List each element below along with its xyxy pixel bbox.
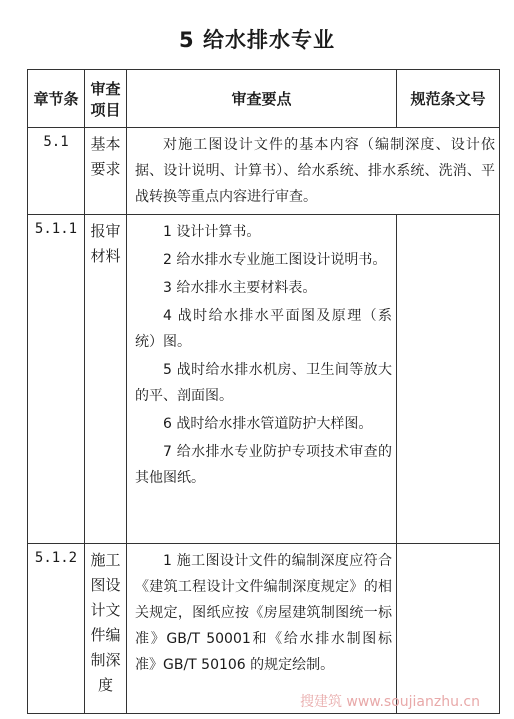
table-row xyxy=(28,215,500,544)
review-point: 3 给水排水主要材料表。 xyxy=(163,280,317,296)
page-title: 5 给水排水专业 xyxy=(179,28,335,52)
review-point: 2 给水排水专业施工图设计说明书。 xyxy=(163,252,387,268)
section-number: 5.1.1 xyxy=(28,215,85,544)
table-row xyxy=(28,128,500,215)
header-clause-number: 规范条文号 xyxy=(397,70,500,128)
review-points xyxy=(127,128,500,215)
review-point: 7 给水排水专业防护专项技术审查的其他图纸。 xyxy=(135,444,392,486)
review-points xyxy=(127,544,397,714)
clause-number-cell xyxy=(397,215,500,544)
clause-number-cell xyxy=(397,544,500,714)
table-row xyxy=(28,544,500,714)
header-review-points: 审查要点 xyxy=(127,70,397,128)
review-point: 6 战时给水排水管道防护大样图。 xyxy=(163,416,373,432)
review-item: 施工图设计文件编制深度 xyxy=(85,544,127,714)
review-item: 报审材料 xyxy=(85,215,127,544)
section-number: 5.1.2 xyxy=(28,544,85,714)
review-point: 1 设计计算书。 xyxy=(163,224,261,240)
header-section: 章节条 xyxy=(28,70,85,128)
review-points xyxy=(127,215,397,544)
section-number: 5.1 xyxy=(28,128,85,215)
review-point: 4 战时给水排水平面图及原理（系统）图。 xyxy=(135,308,392,350)
review-point: 对施工图设计文件的基本内容（编制深度、设计依据、设计说明、计算书）、给水系统、排水系统、洗消、平战转换等重点内容进行审查。 xyxy=(135,137,495,205)
header-review-item: 审查项目 xyxy=(85,70,127,128)
table-header-row xyxy=(28,70,500,128)
review-table xyxy=(27,69,500,714)
review-point: 5 战时给水排水机房、卫生间等放大的平、剖面图。 xyxy=(135,362,392,404)
watermark: 搜建筑 www.soujianzhu.cn xyxy=(299,694,480,710)
review-point: 1 施工图设计文件的编制深度应符合《建筑工程设计文件编制深度规定》的相关规定，图纸应按《房屋建筑制图统一标准》GB/T 50001和《给水排水制图标准》GB/T 50106 的规定绘制。 xyxy=(135,553,392,673)
review-item: 基本要求 xyxy=(85,128,127,215)
